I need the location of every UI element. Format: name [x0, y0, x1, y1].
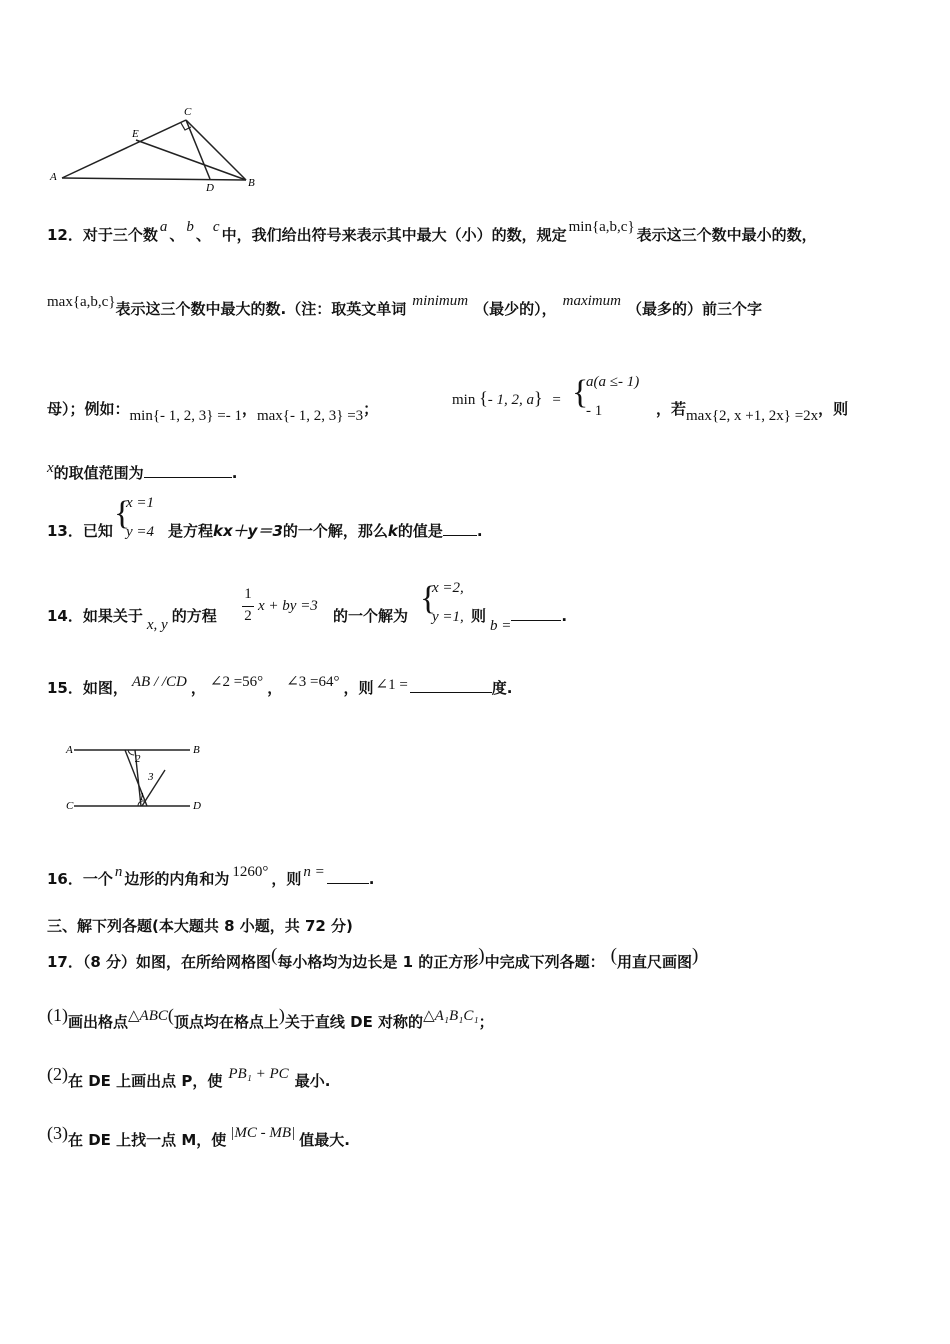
q17-part1-number: (1) — [47, 1005, 68, 1025]
label-e: E — [132, 128, 139, 140]
q14-text-start — [47, 605, 217, 633]
segment-ac — [62, 120, 186, 178]
segment-ab — [62, 178, 246, 180]
q17-part3-expression: |MC - MB| — [230, 1125, 296, 1141]
q15-text3: 度. — [491, 679, 513, 697]
q15-number: 15． — [47, 679, 83, 697]
example1: min{- 1, 2, 3} =- 1 — [129, 408, 242, 424]
q13-text-start — [47, 520, 113, 541]
var-a: a — [159, 219, 168, 235]
q17-part3-number: (3) — [47, 1123, 68, 1143]
q13-text3: 的一个解，那么 — [282, 522, 388, 540]
q12-text2: 中，我们给出符号来表示其中最大（小）的数，规定 — [221, 226, 567, 244]
q14-end: . — [561, 607, 568, 625]
q12-line3-end — [656, 398, 849, 424]
q16-number: 16． — [47, 870, 83, 888]
label-d: D — [193, 800, 201, 812]
segment-cb — [186, 120, 246, 180]
label-c: C — [66, 800, 74, 812]
q17-triangle-a1b1c1: △A₁B₁C₁ — [423, 1008, 479, 1024]
label-a: A — [66, 744, 73, 756]
q14-system-line2: y =1, — [432, 609, 464, 625]
q15-parallel: AB / /CD — [131, 674, 187, 690]
q15-angle3: ∠3 =64° — [286, 674, 340, 690]
q12-line3 — [47, 398, 379, 424]
q16-var-n: n — [114, 864, 123, 880]
q12-comma: ， — [241, 400, 257, 418]
label-2: 2 — [135, 753, 141, 765]
q17-part3 — [47, 1123, 350, 1150]
q16-text1: 一个 — [82, 870, 113, 888]
max-condition: max{2, x +1, 2x} =2x — [686, 408, 819, 424]
q13-system-line1: x =1 — [126, 495, 155, 511]
piecewise-brace: { — [572, 374, 589, 411]
parallel-lines-figure — [62, 735, 212, 820]
q14-brace: { — [420, 580, 437, 617]
q16-n-equals: n = — [303, 864, 325, 880]
q17-part2 — [47, 1064, 331, 1091]
q16-end: . — [368, 870, 375, 888]
q17-paren-left2: ( — [610, 945, 617, 966]
q15-angle1: ∠1 = — [375, 677, 408, 693]
q17-triangle-abc: △ABC — [128, 1008, 168, 1024]
q13-brace: { — [114, 495, 131, 532]
q17-paren-left1: ( — [271, 945, 278, 966]
q17-part2-number: (2) — [47, 1064, 68, 1084]
q13-system-line2: y =4 — [126, 524, 155, 540]
label-c: C — [184, 106, 192, 118]
q12-number: 12． — [47, 226, 83, 244]
q16-line — [47, 864, 375, 889]
min-label: min — [452, 392, 476, 408]
q14-number: 14． — [47, 607, 83, 625]
q12-text1: 对于三个数 — [82, 226, 158, 244]
var-c: c — [212, 219, 220, 235]
label-d: D — [206, 182, 214, 194]
q17-paren-right1: ) — [478, 945, 485, 966]
section-3-title: 三、解下列各题(本大题共 8 小题，共 72 分) — [47, 917, 353, 935]
q17-paren-right2: ) — [691, 945, 699, 966]
q17-part1-text2: 顶点均在格点上 — [173, 1013, 279, 1031]
q17-part1-paren-right: ) — [278, 1005, 285, 1025]
max-expression: max{a,b,c} — [47, 294, 116, 310]
q13-text-end — [168, 520, 483, 541]
q15-comma1: ， — [190, 679, 206, 697]
min-piecewise-lhs: min {- 1, 2, a} = — [452, 388, 561, 408]
q16-text2: 边形的内角和为 — [124, 870, 230, 888]
q15-text1: 如图， — [82, 679, 128, 697]
q13-equation: kx＋y＝3 — [213, 522, 283, 540]
segment-cd — [186, 120, 210, 179]
q12-sep2: 、 — [195, 226, 211, 244]
q12-text8: ，若 — [656, 400, 687, 418]
min-args: - 1, 2, a — [487, 392, 534, 408]
q13-text4: 的值是 — [397, 522, 443, 540]
q12-line4 — [47, 462, 237, 483]
equals-sign: = — [552, 392, 561, 408]
min-expression: min{a,b,c} — [568, 219, 635, 235]
q12-end: . — [231, 464, 238, 482]
q13-var-k: k — [387, 522, 398, 540]
q17-number: 17． — [47, 953, 83, 971]
q16-text3: ，则 — [271, 870, 302, 888]
q17-part1-text1: 画出格点 — [68, 1013, 129, 1031]
q17-header — [47, 945, 699, 973]
q14-system-line1: x =2, — [432, 580, 464, 596]
q17-text3: 中完成下列各题： — [484, 953, 605, 971]
q15-comma2: ， — [267, 679, 283, 697]
q13-answer-blank[interactable] — [443, 521, 477, 536]
triangle-figure — [40, 100, 270, 195]
label-b: B — [248, 177, 255, 189]
q12-text3: 表示这三个数中最小的数， — [636, 226, 817, 244]
q14-text1: 如果关于 — [82, 607, 143, 625]
label-1: 1 — [139, 791, 145, 803]
q15-line — [47, 674, 513, 698]
q17-part1 — [47, 1005, 494, 1032]
var-x: x — [47, 460, 54, 476]
q17-part1-text3: 关于直线 DE 对称的 — [284, 1013, 424, 1031]
q14-b-equals: b = — [490, 618, 512, 634]
q12-text6: （最多的）前三个字 — [626, 300, 762, 318]
q12-answer-blank[interactable] — [144, 463, 232, 478]
q17-part2-text1: 在 DE 上画出点 P，使 — [68, 1072, 223, 1090]
q13-text2: 是方程 — [168, 522, 214, 540]
q17-text4: 用直尺画图 — [616, 953, 692, 971]
q14-vars: x, y — [146, 617, 168, 633]
word-minimum: minimum — [412, 293, 469, 309]
q16-angle-sum: 1260° — [232, 864, 269, 880]
piecewise-case2: - 1 — [586, 403, 603, 419]
label-b: B — [193, 744, 200, 756]
q13-number: 13． — [47, 522, 83, 540]
q17-part2-text2: 最小. — [294, 1072, 331, 1090]
label-3: 3 — [148, 771, 154, 783]
q12-text10: 的取值范围为 — [53, 464, 144, 482]
example2: max{- 1, 2, 3} =3 — [256, 408, 364, 424]
var-b: b — [186, 219, 194, 235]
fraction-numerator: 1 — [244, 586, 252, 602]
fraction-denominator: 2 — [244, 608, 252, 624]
q17-part1-end: ； — [478, 1013, 494, 1031]
fraction-bar — [242, 606, 254, 607]
q12-semicolon: ； — [363, 400, 379, 418]
q14-text3-wrap — [333, 605, 408, 626]
q17-part3-text1: 在 DE 上找一点 M，使 — [68, 1131, 227, 1149]
piecewise-case1: a(a ≤- 1) — [586, 374, 640, 390]
q17-text2: 每小格均为边长是 1 的正方形 — [277, 953, 479, 971]
q15-text2: ，则 — [343, 679, 374, 697]
q16-answer-blank[interactable] — [327, 869, 369, 884]
segment-eb — [136, 140, 246, 180]
q13-end: . — [476, 522, 483, 540]
word-maximum: maximum — [562, 293, 621, 309]
q12-sep1: 、 — [169, 226, 185, 244]
q14-answer-blank[interactable] — [511, 606, 561, 621]
q17-part3-text2: 值最大. — [299, 1131, 350, 1149]
q14-text4: 则 — [471, 607, 487, 625]
q17-part2-expression: PB₁ + PC — [228, 1066, 289, 1082]
q12-text5: （最少的）， — [474, 300, 557, 318]
angle2-arc — [128, 750, 134, 755]
q12-text9: ，则 — [818, 400, 849, 418]
q12-text7: 母）；例如： — [47, 400, 130, 418]
q12-line2 — [47, 293, 762, 319]
q14-text3: 的一个解为 — [333, 607, 409, 625]
q14-text-end — [471, 605, 568, 634]
label-a: A — [50, 171, 57, 183]
q15-answer-blank[interactable] — [410, 678, 492, 693]
q14-text2: 的方程 — [171, 607, 217, 625]
q14-equation: x + by =3 — [258, 598, 318, 614]
q17-part1-paren-left: ( — [167, 1005, 174, 1025]
q12-text4: 表示这三个数中最大的数.（注：取英文单词 — [115, 300, 407, 318]
q13-text1: 已知 — [82, 522, 113, 540]
transversal-3 — [142, 770, 165, 806]
q12-line1 — [47, 219, 817, 245]
q17-text1: （8 分）如图，在所给网格图 — [82, 953, 272, 971]
q15-angle2: ∠2 =56° — [209, 674, 264, 690]
